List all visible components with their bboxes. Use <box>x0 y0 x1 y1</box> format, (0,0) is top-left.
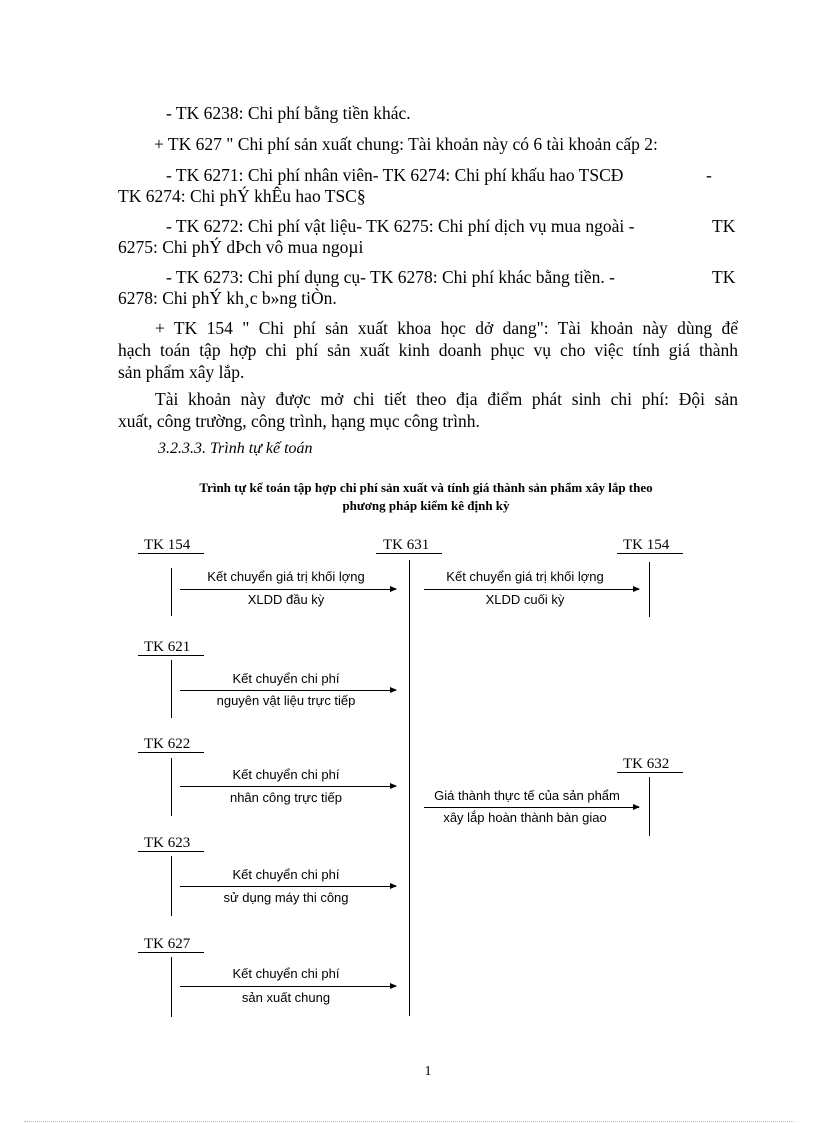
arrow-label-bottom: nguyên vật liệu trực tiếp <box>216 693 356 708</box>
text-line-tk6272: - TK 6272: Chi phí vật liệu- TK 6275: Chi phí dịch vụ mua ngoài - <box>166 216 635 236</box>
paragraph-line: sản phẩm xây lắp. <box>118 362 245 382</box>
account-underline <box>138 655 204 656</box>
arrow-label-top: Kết chuyển chi phí <box>232 867 340 882</box>
footer-divider <box>24 1121 794 1122</box>
arrow-label-top: Giá thành thực tế của sản phẩm <box>434 788 620 803</box>
account-underline <box>617 553 683 554</box>
arrow-631-to-154 <box>424 589 639 590</box>
paragraph-line: + TK 154 " Chi phí sản xuất khoa học dở dang": Tài khoản này dùng để <box>155 318 738 338</box>
account-tk627: TK 627 <box>144 936 191 952</box>
arrow-label-bottom: sử dụng máy thi công <box>223 890 349 905</box>
account-tk622: TK 622 <box>144 736 191 752</box>
arrow-154-to-631 <box>180 589 396 590</box>
account-tick <box>171 660 172 718</box>
account-tick <box>171 568 172 616</box>
arrow-label-top: Kết chuyển giá trị khối lợng <box>207 569 365 584</box>
arrow-label-bottom: XLDD đầu kỳ <box>247 592 325 607</box>
text-line-tk6271: - TK 6271: Chi phí nhân viên- TK 6274: Chi phí khấu hao TSCĐ <box>166 165 624 185</box>
arrow-label-bottom: XLDD cuối kỳ <box>485 592 565 607</box>
arrow-label-bottom: sản xuất chung <box>241 990 331 1005</box>
arrow-621-to-631 <box>180 690 396 691</box>
account-tick <box>171 957 172 1017</box>
text-line-tk627: + TK 627 " Chi phí sản xuất chung: Tài khoản này có 6 tài khoản cấp 2: <box>154 134 658 154</box>
diagram-title-line: Trình tự kế toán tập hợp chi phí sản xuất và tính giá thành sản phẩm xây lắp theo <box>199 480 653 495</box>
section-heading: 3.2.3.3. Trình tự kế toán <box>158 440 313 457</box>
account-tk154-right: TK 154 <box>623 537 670 553</box>
account-underline <box>617 772 683 773</box>
arrow-622-to-631 <box>180 786 396 787</box>
account-tk154-left: TK 154 <box>144 537 191 553</box>
diagram-title <box>118 479 734 515</box>
account-tk621: TK 621 <box>144 639 191 655</box>
account-tk632: TK 632 <box>623 756 670 772</box>
paragraph-tk154 <box>118 317 738 383</box>
account-tick <box>171 758 172 816</box>
arrow-label-top: Kết chuyển chi phí <box>232 767 340 782</box>
text-line-tk6275: 6275: Chi phÝ dÞch vô mua ngoµi <box>118 237 364 257</box>
paragraph-line: hạch toán tập hợp chi phí sản xuất kinh doanh phục vụ cho việc tính giá thành <box>118 340 738 360</box>
paragraph-line: Tài khoản này được mở chi tiết theo địa điểm phát sinh chi phí: Đội sản <box>155 389 738 409</box>
page-number: 1 <box>424 1064 432 1079</box>
arrow-label-top: Kết chuyển chi phí <box>232 671 340 686</box>
arrow-label-top: Kết chuyển giá trị khối lợng <box>446 569 604 584</box>
account-underline <box>138 752 204 753</box>
arrow-631-to-632 <box>424 807 639 808</box>
account-underline <box>138 952 204 953</box>
account-underline <box>376 553 442 554</box>
account-underline <box>138 553 204 554</box>
text-line-tk6278: 6278: Chi phÝ kh¸c b»ng tiÒn. <box>118 288 337 308</box>
paragraph-account-detail <box>118 388 738 432</box>
text-tk: TK <box>712 216 736 236</box>
arrow-label-top: Kết chuyển chi phí <box>232 966 340 981</box>
arrow-627-to-631 <box>180 986 396 987</box>
account-tick <box>171 856 172 916</box>
account-tick <box>649 562 650 617</box>
account-tk623: TK 623 <box>144 835 191 851</box>
arrow-label-bottom: nhân công trực tiếp <box>229 790 343 805</box>
text-line-tk6273: - TK 6273: Chi phí dụng cụ- TK 6278: Chi phí khác bằng tiền. - <box>166 267 615 287</box>
paragraph-line: xuất, công trường, công trình, hạng mục công trình. <box>118 411 480 431</box>
account-tk631-spine <box>409 560 410 1016</box>
account-tk631: TK 631 <box>383 537 430 553</box>
arrow-623-to-631 <box>180 886 396 887</box>
diagram-title-line: phương pháp kiểm kê định kỳ <box>342 498 510 513</box>
text-line-tk6274: TK 6274: Chi phÝ khÊu hao TSC§ <box>118 186 366 206</box>
text-line-tk6238: - TK 6238: Chi phí bằng tiền khác. <box>166 103 411 123</box>
arrow-label-bottom: xây lắp hoàn thành bàn giao <box>443 810 607 825</box>
text-tk: TK <box>712 267 736 287</box>
account-tick <box>649 777 650 836</box>
account-underline <box>138 851 204 852</box>
text-dash: - <box>706 165 712 185</box>
